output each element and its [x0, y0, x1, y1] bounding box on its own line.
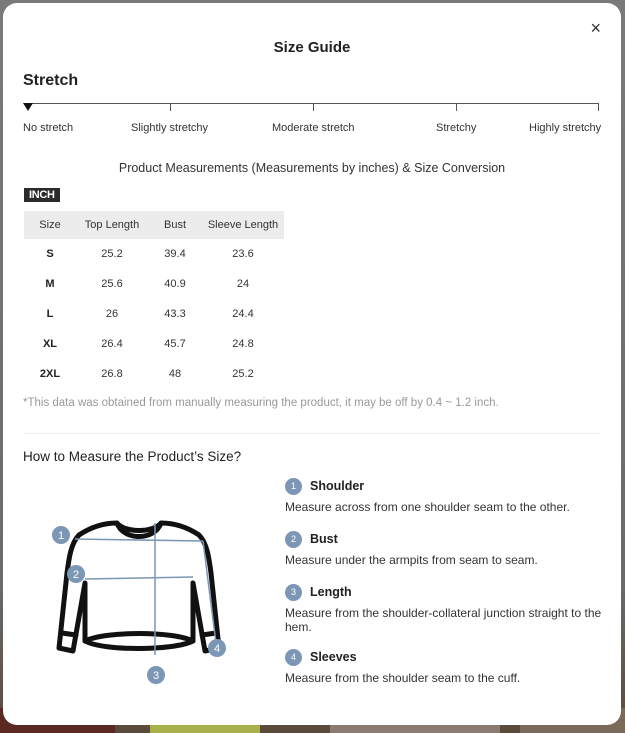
stretch-label-slightly: Slightly stretchy [131, 122, 209, 134]
stretch-title: Stretch [23, 72, 79, 89]
sleeve-length-cell: 25.2 [232, 368, 254, 380]
how-to-measure-title: How to Measure the Product’s Size? [23, 449, 242, 464]
svg-text:1: 1 [57, 530, 65, 542]
table-header-row [24, 211, 284, 239]
diagram-marker-3 [147, 666, 165, 684]
size-table [24, 211, 284, 389]
step-bust [285, 530, 605, 567]
close-icon[interactable]: × [590, 18, 601, 38]
step-number-badge: 3 [285, 584, 302, 601]
size-guide-modal [3, 3, 621, 725]
stretch-label-moderate: Moderate stretch [272, 122, 355, 134]
step-name: Sleeves [310, 650, 357, 664]
stretch-tick [170, 103, 171, 111]
step-shoulder [285, 477, 605, 514]
step-name: Bust [310, 532, 338, 546]
top-length-cell: 25.6 [101, 278, 123, 290]
stretch-tick [313, 103, 314, 111]
step-description: Measure under the armpits from seam to seam. [285, 553, 538, 567]
table-row [24, 269, 284, 299]
step-name: Length [310, 585, 352, 599]
diagram-marker-2 [67, 565, 85, 583]
column-header: Top Length [76, 211, 148, 239]
diagram-marker-4 [208, 639, 226, 657]
step-number-badge: 4 [285, 649, 302, 666]
step-name: Shoulder [310, 479, 365, 493]
step-sleeves [285, 648, 605, 685]
sweater-diagram-icon [43, 513, 233, 688]
stretch-marker-icon [23, 103, 33, 111]
modal-title: Size Guide [273, 39, 351, 56]
column-header: Bust [148, 211, 202, 239]
step-number-badge: 2 [285, 531, 302, 548]
table-row [24, 299, 284, 329]
sleeve-length-cell: 24 [236, 278, 250, 290]
svg-text:2: 2 [72, 569, 80, 581]
size-cell: XL [42, 338, 58, 350]
step-number-badge: 1 [285, 478, 302, 495]
top-length-cell: 26.8 [101, 368, 123, 380]
top-length-cell: 26 [105, 308, 119, 320]
bust-cell: 40.9 [164, 278, 186, 290]
stretch-scale [27, 103, 599, 113]
size-cell: L [46, 308, 54, 320]
table-row [24, 329, 284, 359]
top-length-cell: 25.2 [101, 248, 123, 260]
stretch-label-stretchy: Stretchy [436, 122, 477, 134]
step-description: Measure from the shoulder-collateral junction straight to the hem. [285, 606, 602, 634]
bust-cell: 45.7 [164, 338, 186, 350]
bust-cell: 48 [168, 368, 182, 380]
sleeve-length-cell: 24.8 [232, 338, 254, 350]
size-cell: M [45, 278, 55, 290]
step-length [285, 583, 605, 634]
bust-cell: 39.4 [164, 248, 186, 260]
stretch-tick [456, 103, 457, 111]
measurements-heading: Product Measurements (Measurements by inches) & Size Conversion [118, 161, 506, 175]
sleeve-length-cell: 24.4 [232, 308, 254, 320]
bust-cell: 43.3 [164, 308, 186, 320]
size-cell: 2XL [39, 368, 61, 380]
column-header: Sleeve Length [202, 211, 284, 239]
stretch-label-highly: Highly stretchy [529, 122, 602, 134]
column-header: Size [24, 211, 76, 239]
top-length-cell: 26.4 [101, 338, 123, 350]
stretch-tick [598, 103, 599, 111]
table-row [24, 239, 284, 269]
section-divider [23, 433, 600, 434]
size-cell: S [46, 248, 54, 260]
step-description: Measure across from one shoulder seam to the other. [285, 500, 570, 514]
diagram-marker-1 [52, 526, 70, 544]
svg-text:4: 4 [213, 643, 221, 655]
sleeve-length-cell: 23.6 [232, 248, 254, 260]
measurement-note: *This data was obtained from manually measuring the product, it may be off by 0.4 ~ 1.2 inch. [23, 397, 499, 409]
stretch-label-no-stretch: No stretch [23, 122, 74, 134]
step-description: Measure from the shoulder seam to the cuff. [285, 671, 521, 685]
table-row [24, 359, 284, 389]
svg-text:3: 3 [152, 670, 160, 682]
measure-steps [285, 477, 605, 693]
unit-badge[interactable]: INCH [24, 188, 60, 202]
